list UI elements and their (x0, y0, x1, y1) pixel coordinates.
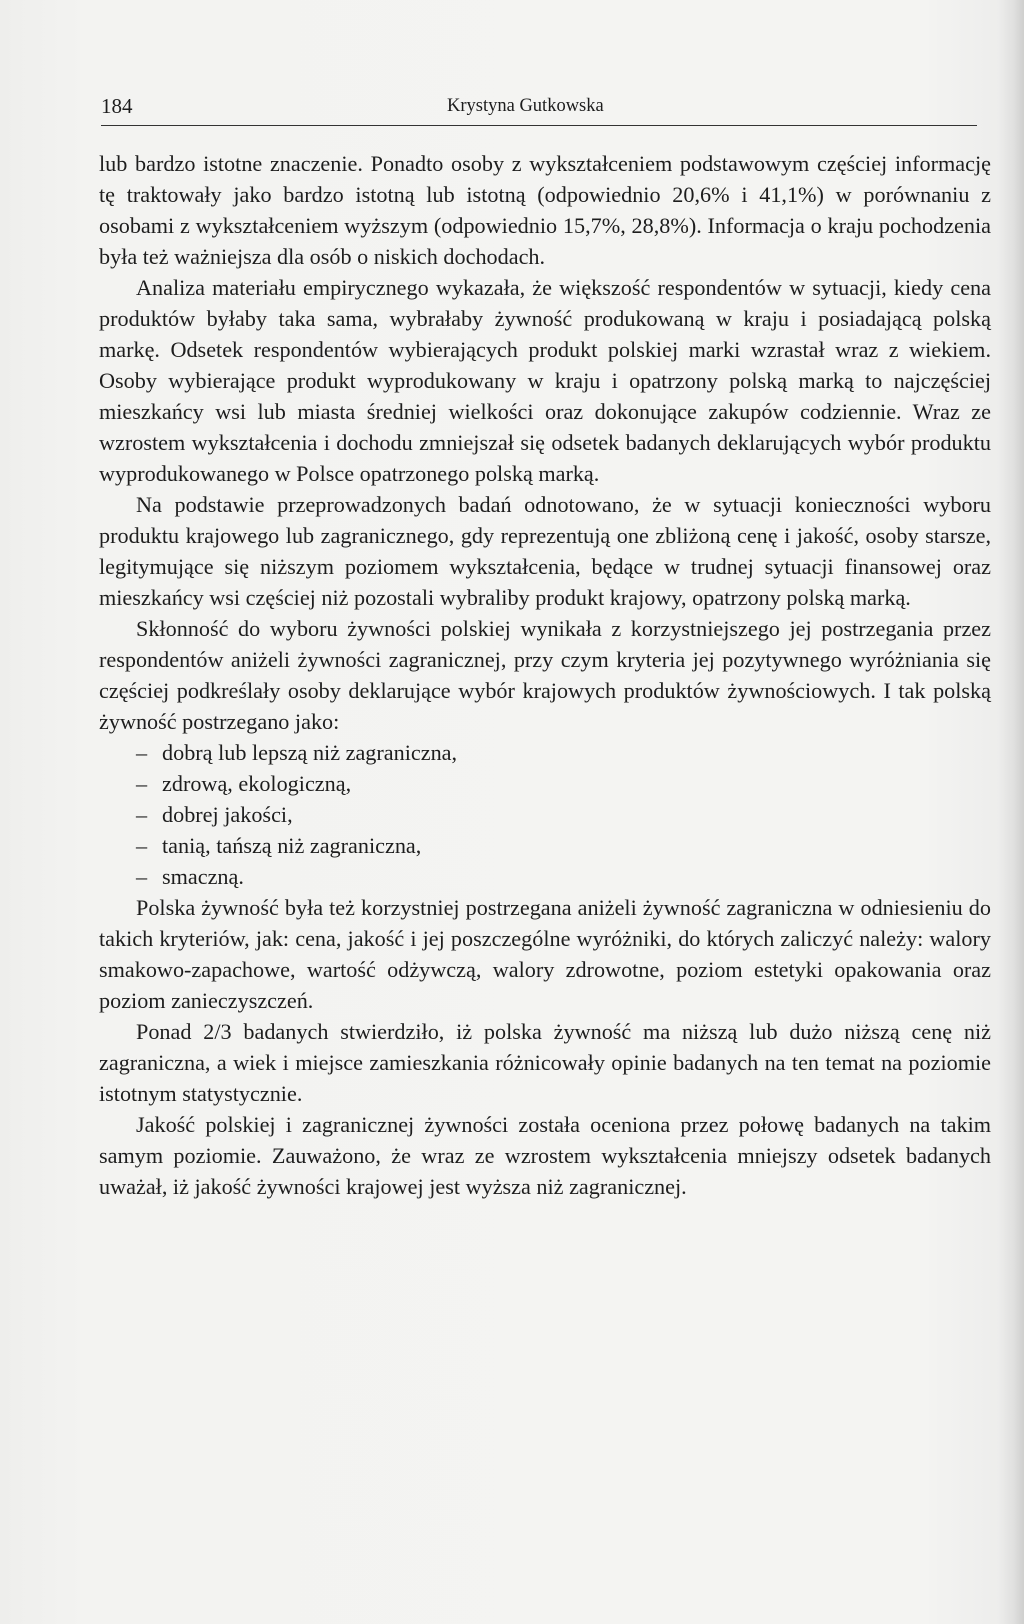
paragraph-2: Analiza materiału empirycznego wykazała, że większość respondentów w sytuacji, kiedy cena produktów byłaby taka sama, wybrałaby żywność produkowaną w kraju i posiadającą polską markę. Odsetek respondentów wybierających produkt polskiej marki wzrastał wraz z wiekiem. Osoby wybierające produkt wyprodukowany w kraju i opatrzony polską marką to najczęściej mieszkańcy wsi lub miasta średniej wielkości oraz dokonujące zakupów codziennie. Wraz ze wzrostem wykształcenia i dochodu zmniejszał się odsetek badanych deklarujących wybór produktu wyprodukowanego w Polsce opatrzonego polską marką. (99, 275, 991, 486)
list-item: – tanią, tańszą niż zagraniczna, (99, 830, 991, 861)
list-item: – dobrej jakości, (99, 799, 991, 830)
page-edge-shadow (998, 0, 1024, 1624)
paragraph-3: Na podstawie przeprowadzonych badań odnotowano, że w sytuacji konieczności wyboru produktu krajowego lub zagranicznego, gdy reprezentują one zbliżoną cenę i jakość, osoby starsze, legitymujące się niższym poziomem wykształcenia, będące w trudnej sytuacji finansowej oraz mieszkańcy wsi częściej niż pozostali wybraliby produkt krajowy, opatrzony polską marką. (99, 492, 991, 610)
running-head-author: Krystyna Gutkowska (447, 96, 604, 116)
paragraph-5: Polska żywność była też korzystniej postrzegana aniżeli żywność zagraniczna w odniesieniu do takich kryteriów, jak: cena, jakość i jej poszczególne wyróżniki, do których zaliczyć należy: walory smakowo-zapachowe, wartość odżywczą, walory zdrowotne, poziom estetyki opakowania oraz poziom zanieczyszczeń. (99, 895, 991, 1013)
page-header (101, 94, 977, 124)
list-item: – dobrą lub lepszą niż zagraniczna, (99, 737, 991, 768)
paragraph-4: Skłonność do wyboru żywności polskiej wynikała z korzystniejszego jej postrzegania przez respondentów aniżeli żywności zagranicznej, przy czym kryteria jej pozytywnego wyróżniania się częściej podkreślały osoby deklarujące wybór krajowych produktów żywnościowych. I tak polską żywność postrzegano jako: (99, 616, 991, 734)
paragraph-1: lub bardzo istotne znaczenie. Ponadto osoby z wykształceniem podstawowym częściej informację tę traktowały jako bardzo istotną lub istotną (odpowiednio 20,6% i 41,1%) w porównaniu z osobami z wykształceniem wyższym (odpowiednio 15,7%, 28,8%). Informacja o kraju pochodzenia była też ważniejsza dla osób o niskich dochodach. (99, 151, 991, 269)
list-item: – smaczną. (99, 861, 991, 892)
header-rule (101, 125, 977, 126)
paragraph-7: Jakość polskiej i zagranicznej żywności została oceniona przez połowę badanych na takim samym poziomie. Zauważono, że wraz ze wzrostem wykształcenia mniejszy odsetek badanych uważał, iż jakość żywności krajowej jest wyższa niż zagranicznej. (99, 1112, 991, 1199)
list-item: – zdrową, ekologiczną, (99, 768, 991, 799)
perception-list (99, 737, 991, 892)
paragraph-6: Ponad 2/3 badanych stwierdziło, iż polska żywność ma niższą lub dużo niższą cenę niż zagraniczna, a wiek i miejsce zamieszkania różnicowały opinie badanych na ten temat na poziomie istotnym statystycznie. (99, 1019, 991, 1106)
page-number: 184 (101, 94, 133, 118)
body-text (99, 148, 991, 1202)
